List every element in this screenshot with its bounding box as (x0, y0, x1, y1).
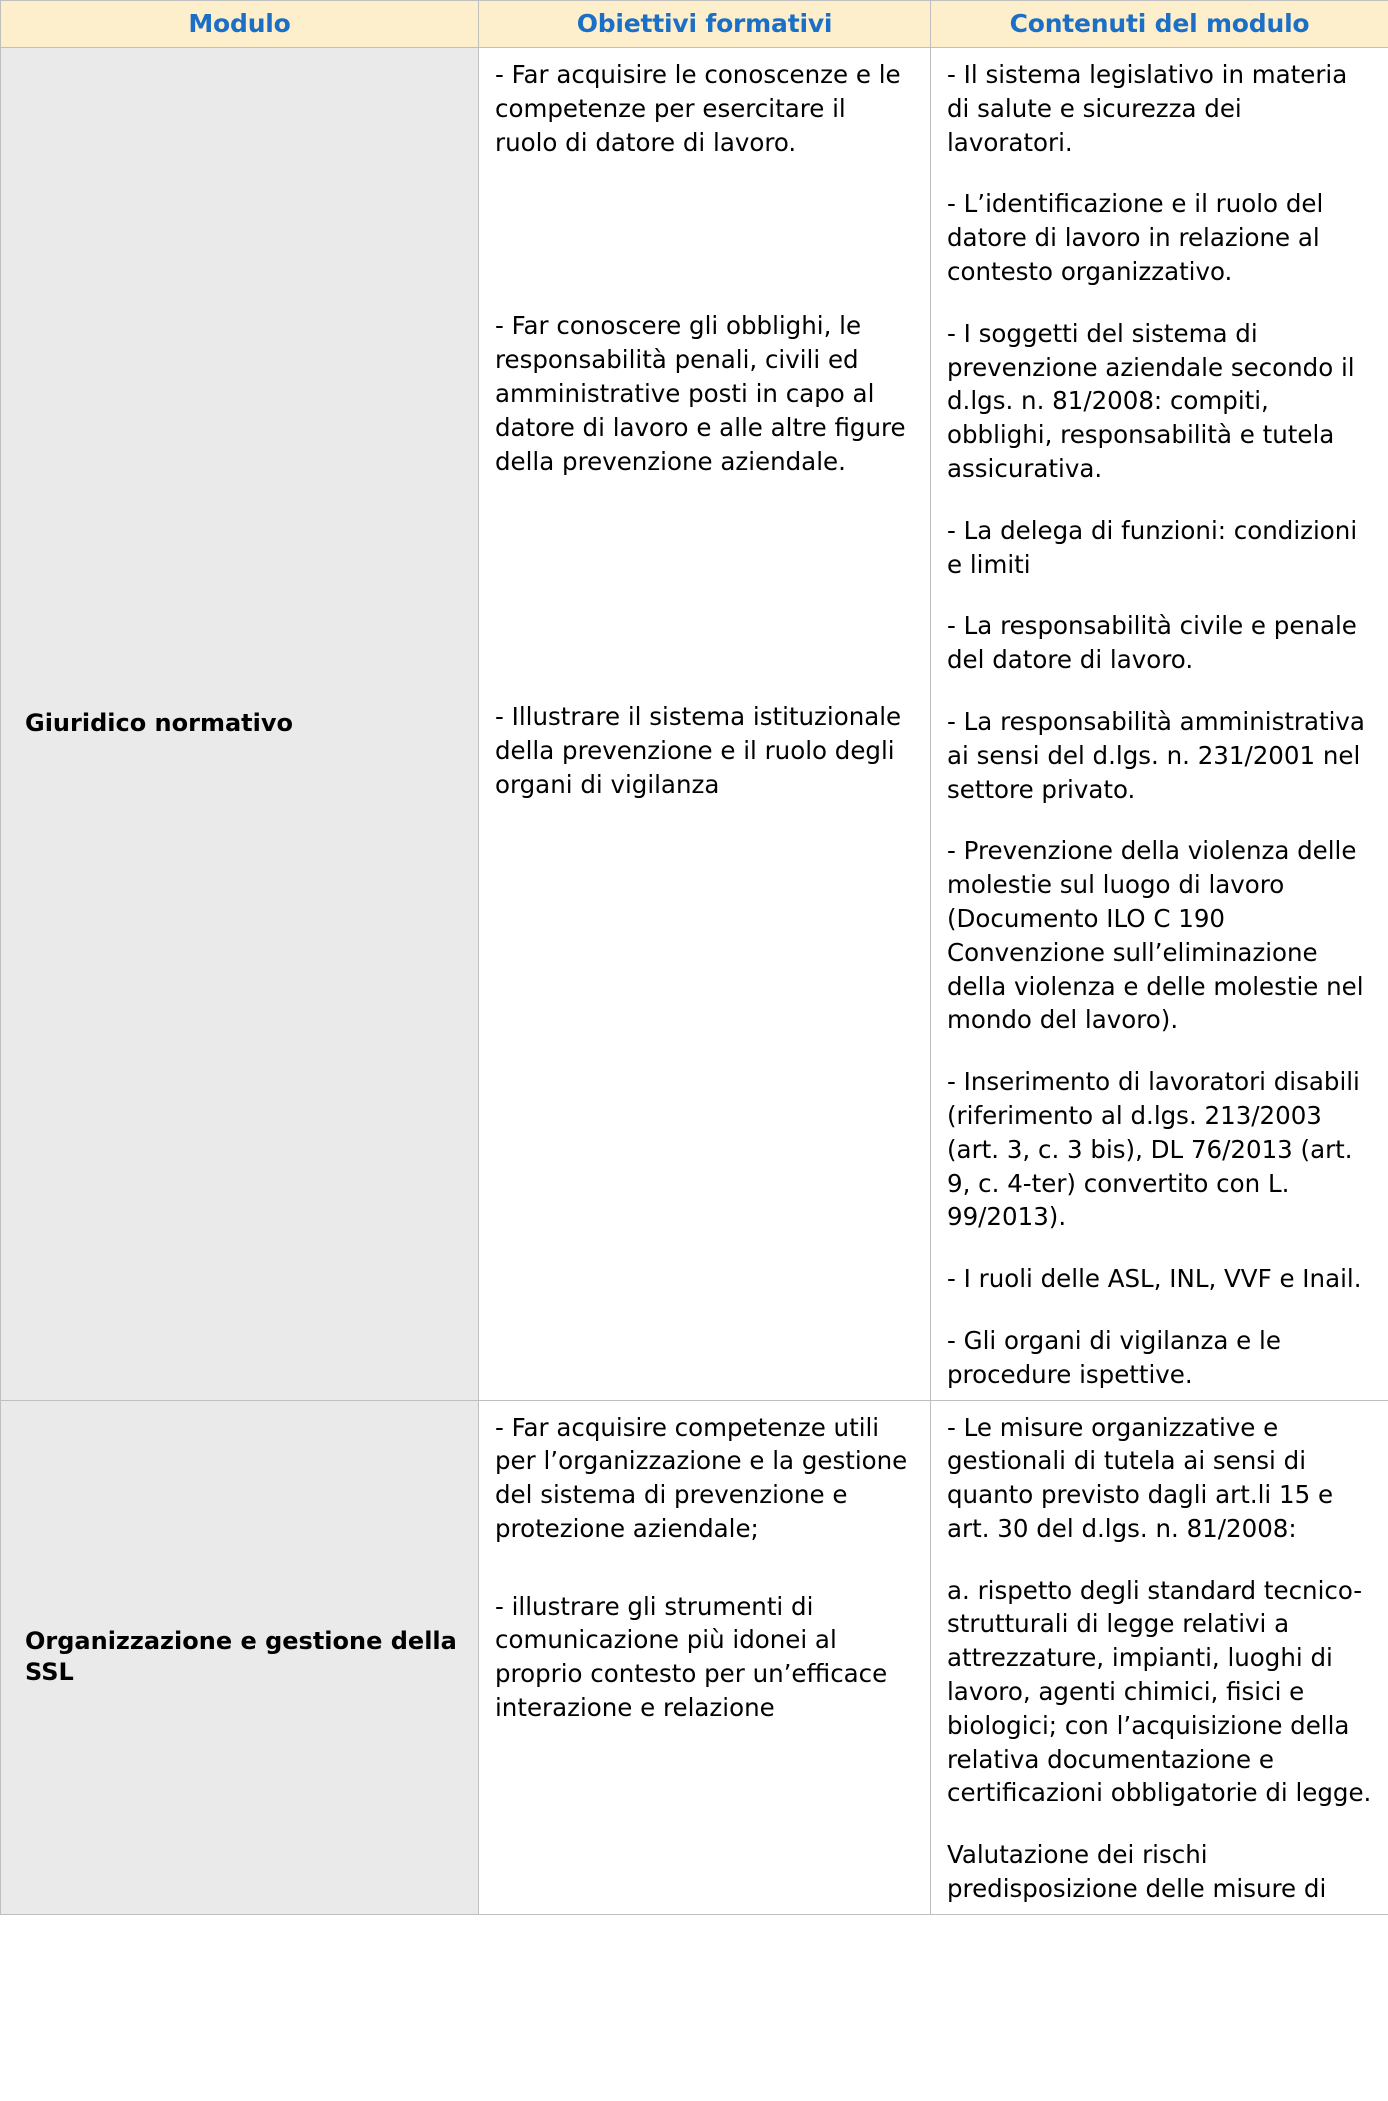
content-item: - La delega di funzioni: condizioni e limiti (947, 515, 1365, 579)
content-item: - La responsabilità amministrativa ai sensi del d.lgs. n. 231/2001 nel settore privato. (947, 706, 1373, 804)
content-item: - I soggetti del sistema di prevenzione aziendale secondo il d.lgs. n. 81/2008: compiti, obblighi, responsabilità e tutela assicurativa. (947, 318, 1363, 483)
module-name-cell (1, 48, 479, 1401)
objective-item: - Far acquisire le conoscenze e le competenze per esercitare il ruolo di datore di lavoro. (495, 60, 909, 157)
table-header (1, 1, 1388, 48)
module-name-cell (1, 1400, 479, 1914)
table-row (1, 48, 1388, 1401)
content-item: - Prevenzione della violenza delle molestie sul luogo di lavoro (Documento ILO C 190 Convenzione sull’eliminazione della violenza e delle molestie nel mondo del lavoro). (947, 836, 1372, 1035)
content-item: - I ruoli delle ASL, INL, VVF e Inail. (947, 1264, 1362, 1294)
module-title: Organizzazione e gestione della SSL (25, 1626, 457, 1687)
column-header-modulo: Modulo (1, 1, 479, 48)
objective-item: - Illustrare il sistema istituzionale della prevenzione e il ruolo degli organi di vigilanza (495, 702, 909, 799)
objective-item: - Far acquisire competenze utili per l’organizzazione e la gestione del sistema di prevenzione e protezione aziendale; (495, 1412, 916, 1543)
objective-item: - illustrare gli strumenti di comunicazione più idonei al proprio contesto per un’efficace interazione e relazione (495, 1591, 896, 1723)
content-item: - Gli organi di vigilanza e le procedure ispettive. (947, 1325, 1289, 1389)
learning-objectives-cell (479, 1400, 931, 1914)
content-item: - Il sistema legislativo in materia di salute e sicurezza dei lavoratori. (947, 60, 1356, 157)
table-body (1, 48, 1388, 1915)
content-item: Valutazione dei rischi predisposizione delle misure di (947, 1840, 1327, 1904)
content-item: - Inserimento di lavoratori disabili (riferimento al d.lgs. 213/2003 (art. 3, c. 3 bis), DL 76/2013 (art. 9, c. 4-ter) convertito con L. 99/2013). (947, 1067, 1368, 1232)
header-row (1, 1, 1388, 48)
module-contents-cell (931, 48, 1388, 1401)
column-header-contenuti-del-modulo: Contenuti del modulo (931, 1, 1388, 48)
content-item: - Le misure organizzative e gestionali di tutela ai sensi di quanto previsto dagli art.li 15 e art. 30 del d.lgs. n. 81/2008: (947, 1412, 1341, 1543)
content-item: - La responsabilità civile e penale del datore di lavoro. (947, 611, 1365, 675)
module-contents-cell (931, 1400, 1388, 1914)
learning-objectives-cell (479, 48, 931, 1401)
content-item: a. rispetto degli standard tecnico-strutturali di legge relativi a attrezzature, impianti, luoghi di lavoro, agenti chimici, fisici e biologici; con l’acquisizione della relativa documentazione e certificazioni obbligatorie di legge. (947, 1575, 1372, 1808)
module-title: Giuridico normativo (25, 709, 293, 738)
column-header-obiettivi-formativi: Obiettivi formativi (479, 1, 931, 48)
content-item: - L’identificazione e il ruolo del datore di lavoro in relazione al contesto organizzativo. (947, 189, 1332, 286)
table-row (1, 1400, 1388, 1914)
objective-item: - Far conoscere gli obblighi, le responsabilità penali, civili ed amministrative posti in capo al datore di lavoro e alle altre figure della prevenzione aziendale. (495, 311, 914, 476)
